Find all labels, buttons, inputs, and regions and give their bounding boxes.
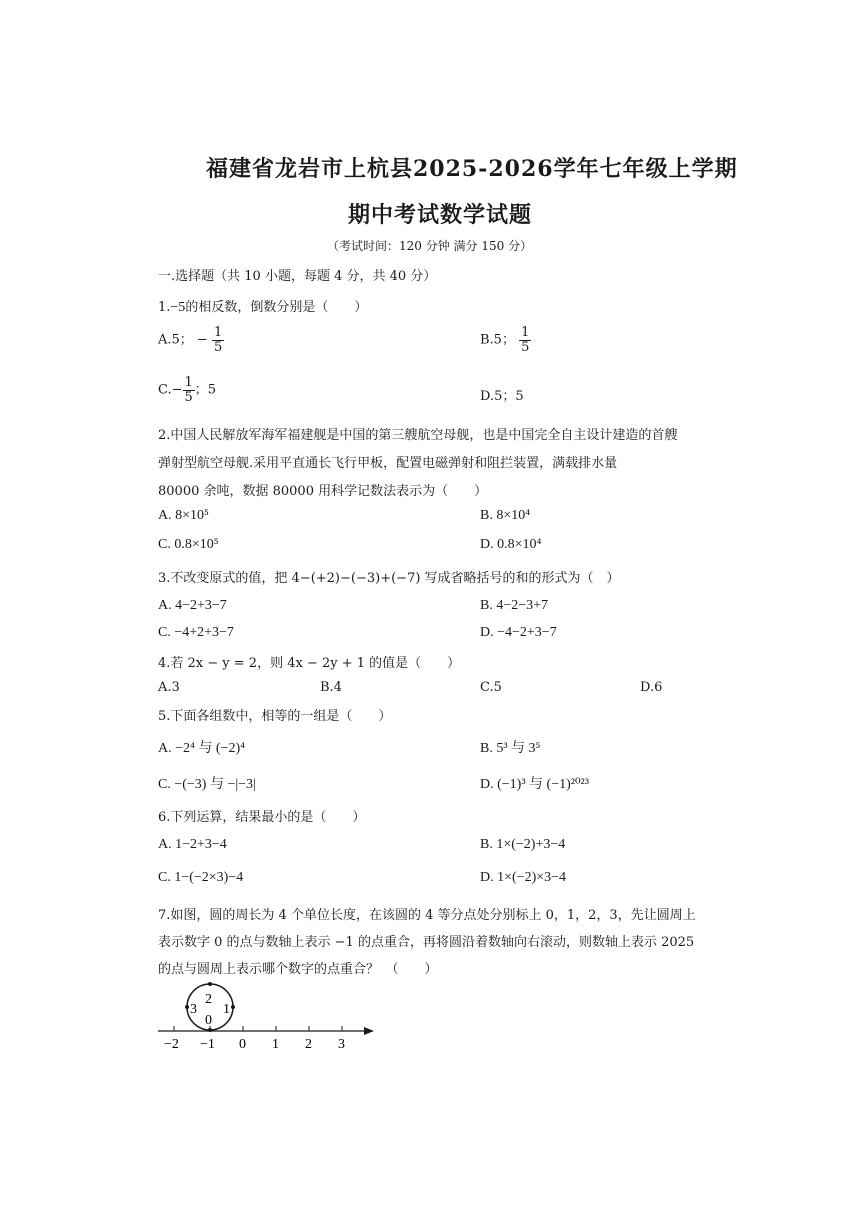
q6-option-d[interactable]: D. 1×(−2)×3−4 <box>480 870 567 885</box>
q2-option-c[interactable]: C. 0.8×10⁵ <box>158 537 219 552</box>
q1-option-a[interactable] <box>158 326 224 354</box>
q3-option-b[interactable]: B. 4−2−3+7 <box>480 598 549 613</box>
q4-option-a[interactable]: A.3 <box>158 680 180 695</box>
section-heading: 一.选择题（共 10 小题，每题 4 分，共 40 分） <box>158 269 437 284</box>
q1-math: −5 <box>170 300 186 315</box>
q2-line2: 弹射型航空母舰.采用平直通长飞行甲板，配置电磁弹射和阻拦装置，满载排水量 <box>158 456 618 471</box>
circle-label-3: 3 <box>190 1002 197 1017</box>
q5-option-a[interactable]: A. −2⁴ 与 (−2)⁴ <box>158 741 245 756</box>
q7-line3: 的点与圆周上表示哪个数字的点重合？ （ ） <box>158 962 438 977</box>
q1-number: 1. <box>158 300 171 315</box>
circle-point-1 <box>231 1005 235 1009</box>
tick-label-0: 0 <box>239 1037 246 1052</box>
q1-c-den: 5 <box>184 389 193 405</box>
q1-c-num: 1 <box>184 375 193 390</box>
q2-line3: 80000 余吨，数据 80000 用科学记数法表示为（ ） <box>158 484 488 499</box>
q1-option-c[interactable] <box>158 376 216 404</box>
q2-line1: 2.中国人民解放军海军福建舰是中国的第三艘航空母舰，也是中国完全自主设计建造的首艘 <box>158 428 678 443</box>
question-1-stem <box>158 296 367 316</box>
circle-number-line-figure <box>150 978 390 1054</box>
q7-line1: 7.如图，圆的周长为 4 个单位长度，在该圆的 4 等分点处分别标上 0，1，2，3，先让圆周上 <box>158 908 696 923</box>
q2-option-b[interactable]: B. 8×10⁴ <box>480 508 531 523</box>
circle-label-2: 2 <box>205 992 212 1007</box>
number-line-arrow <box>364 1027 374 1035</box>
circle-point-2 <box>208 982 212 986</box>
exam-title-line2: 期中考试数学试题 <box>348 202 533 228</box>
q6-option-c[interactable]: C. 1−(−2×3)−4 <box>158 870 244 885</box>
circle-label-1: 1 <box>223 1002 230 1017</box>
q1-option-d[interactable]: D.5；5 <box>480 389 524 404</box>
q5-stem: 5.下面各组数中，相等的一组是（ ） <box>158 709 392 724</box>
q5-option-c[interactable]: C. −(−3) 与 −|−3| <box>158 777 256 792</box>
q1-b-fraction <box>519 326 531 354</box>
q1-stem-text: 的相反数，倒数分别是（ ） <box>185 300 368 315</box>
tick-label-3: 3 <box>338 1037 345 1052</box>
circle-label-0: 0 <box>205 1013 212 1028</box>
q1-b-num: 1 <box>521 325 530 340</box>
q1-c-fraction <box>183 376 195 404</box>
q6-stem: 6.下列运算，结果最小的是（ ） <box>158 810 366 825</box>
circle-point-3 <box>185 1005 189 1009</box>
q1-c-prefix: C.− <box>158 382 183 398</box>
q3-option-a[interactable]: A. 4−2+3−7 <box>158 598 227 613</box>
q3-option-d[interactable]: D. −4−2+3−7 <box>480 625 557 640</box>
q2-option-a[interactable]: A. 8×10⁵ <box>158 508 209 523</box>
q1-a-den: 5 <box>213 339 223 355</box>
q5-option-d[interactable]: D. (−1)³ 与 (−1)²⁰²³ <box>480 777 589 792</box>
q3-stem: 3.不改变原式的值，把 4−(+2)−(−3)+(−7) 写成省略括号的和的形式为（ ） <box>158 571 620 586</box>
q5-option-b[interactable]: B. 5³ 与 3⁵ <box>480 741 541 756</box>
tick-label-2: 2 <box>305 1037 312 1052</box>
q4-option-c[interactable]: C.5 <box>480 680 502 695</box>
q2-option-d[interactable]: D. 0.8×10⁴ <box>480 537 542 552</box>
q6-option-a[interactable]: A. 1−2+3−4 <box>158 837 227 852</box>
q1-a-fraction <box>212 326 224 354</box>
q1-a-num: 1 <box>213 325 223 340</box>
q4-stem: 4.若 2x − y = 2，则 4x − 2y + 1 的值是（ ） <box>158 656 461 671</box>
q1-a-prefix: A.5； − <box>158 332 208 348</box>
tick-label-1: 1 <box>272 1037 279 1052</box>
q1-option-b[interactable] <box>480 326 531 354</box>
q4-option-b[interactable]: B.4 <box>320 680 342 695</box>
q1-b-den: 5 <box>521 339 530 355</box>
q7-line2: 表示数字 0 的点与数轴上表示 −1 的点重合，再将圆沿着数轴向右滚动，则数轴上表示 2025 <box>158 935 695 950</box>
q4-option-d[interactable]: D.6 <box>640 680 663 695</box>
exam-title-line1: 福建省龙岩市上杭县2025-2026学年七年级上学期 <box>206 156 738 182</box>
q1-c-suffix: ；5 <box>194 382 217 398</box>
q3-option-c[interactable]: C. −4+2+3−7 <box>158 625 234 640</box>
tick-label-neg2: −2 <box>164 1037 179 1052</box>
q1-b-prefix: B.5； <box>480 332 515 348</box>
exam-info: （考试时间：120 分钟 满分 150 分） <box>327 239 533 253</box>
q6-option-b[interactable]: B. 1×(−2)+3−4 <box>480 837 566 852</box>
tick-label-neg1: −1 <box>200 1037 215 1052</box>
